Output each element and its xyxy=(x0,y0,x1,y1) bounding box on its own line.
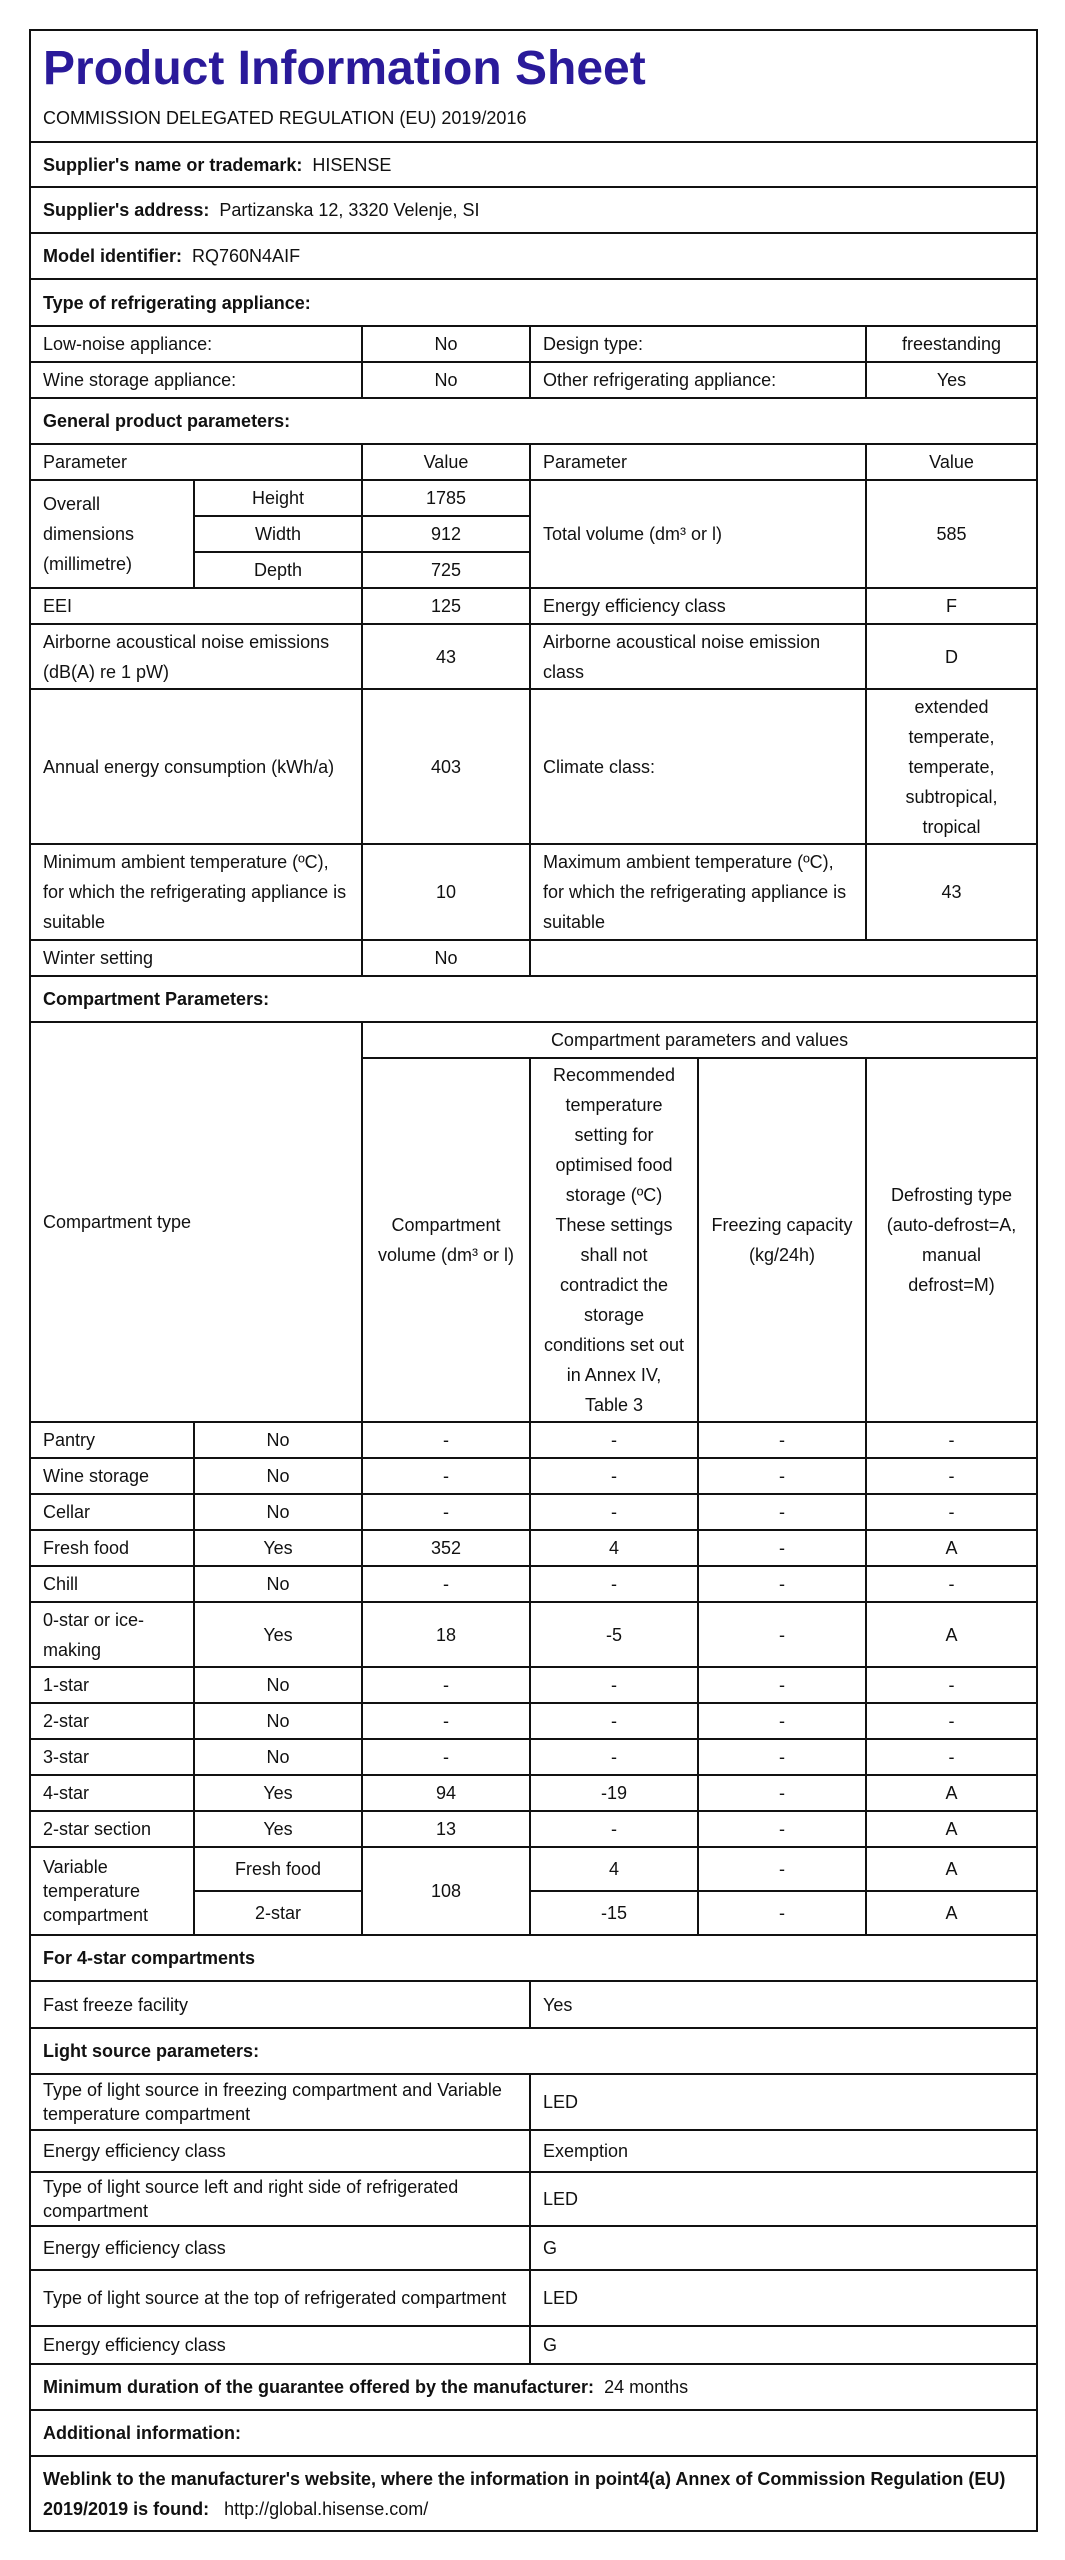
compartment-present: No xyxy=(194,1703,362,1739)
compartment-temp: - xyxy=(530,1811,698,1847)
compartment-name: 2-star xyxy=(30,1703,194,1739)
compartment-temp: - xyxy=(530,1566,698,1602)
compartment-temp: - xyxy=(530,1703,698,1739)
compartment-defrost: - xyxy=(866,1458,1037,1494)
recommended-temp-header: Recommended temperature setting for optimised food storage (ºC) These settings shall not contradict the storage conditions set out in Annex IV, Table 3 xyxy=(530,1058,698,1422)
energy-class-value: F xyxy=(866,588,1037,624)
annual-energy-value: 403 xyxy=(362,689,530,844)
compartment-volume: - xyxy=(362,1422,530,1458)
supplier-address-label: Supplier's address: xyxy=(43,200,210,220)
compartment-name: 1-star xyxy=(30,1667,194,1703)
compartment-name: Pantry xyxy=(30,1422,194,1458)
general-col-value-2: Value xyxy=(866,444,1037,480)
compartment-volume: 352 xyxy=(362,1530,530,1566)
guarantee-row xyxy=(30,2364,1037,2410)
compartment-temp: - xyxy=(530,1667,698,1703)
variable-sub-freezing: - xyxy=(698,1891,866,1935)
compartment-name: 2-star section xyxy=(30,1811,194,1847)
compartment-volume: 94 xyxy=(362,1775,530,1811)
annual-energy-label: Annual energy consumption (kWh/a) xyxy=(30,689,362,844)
height-value: 1785 xyxy=(362,480,530,516)
compartment-defrost: A xyxy=(866,1775,1037,1811)
table-row xyxy=(30,1667,1037,1703)
table-row xyxy=(30,1739,1037,1775)
weblink-label: Weblink to the manufacturer's website, where the information in point4(a) Annex of Commission Regulation (EU) 2019/2019 is found: xyxy=(43,2468,1006,2519)
supplier-address-value: Partizanska 12, 3320 Velenje, SI xyxy=(219,200,480,220)
compartment-present: No xyxy=(194,1566,362,1602)
min-temp-label: Minimum ambient temperature (ºC), for which the refrigerating appliance is suitable xyxy=(30,844,362,940)
total-volume-value: 585 xyxy=(866,480,1037,588)
light-freezing-class-label: Energy efficiency class xyxy=(30,2130,530,2172)
compartment-defrost: A xyxy=(866,1811,1037,1847)
variable-sub-name: 2-star xyxy=(194,1891,362,1935)
table-row xyxy=(30,1847,1037,1891)
light-side-type-label: Type of light source left and right side of refrigerated compartment xyxy=(30,2172,530,2226)
compartment-defrost: - xyxy=(866,1667,1037,1703)
supplier-name-value: HISENSE xyxy=(312,154,392,175)
compartment-defrost: A xyxy=(866,1602,1037,1667)
compartment-name: Chill xyxy=(30,1566,194,1602)
winter-setting-value: No xyxy=(362,940,530,976)
compartment-freezing: - xyxy=(698,1422,866,1458)
compartment-temp: -19 xyxy=(530,1775,698,1811)
compartment-freezing: - xyxy=(698,1602,866,1667)
light-side-type-value: LED xyxy=(530,2172,1037,2226)
compartment-group-header: Compartment parameters and values xyxy=(362,1022,1037,1058)
width-label: Width xyxy=(194,516,362,552)
light-freezing-type-label: Type of light source in freezing compartment and Variable temperature compartment xyxy=(30,2074,530,2130)
noise-class-value: D xyxy=(866,624,1037,689)
compartment-volume: - xyxy=(362,1566,530,1602)
compartment-defrost: - xyxy=(866,1739,1037,1775)
other-appliance-label: Other refrigerating appliance: xyxy=(530,362,866,398)
compartment-name: 4-star xyxy=(30,1775,194,1811)
total-volume-label: Total volume (dm³ or l) xyxy=(530,480,866,588)
light-top-type-value: LED xyxy=(530,2270,1037,2326)
variable-sub-name: Fresh food xyxy=(194,1847,362,1891)
light-side-class-label: Energy efficiency class xyxy=(30,2226,530,2270)
compartment-present: No xyxy=(194,1667,362,1703)
low-noise-value: No xyxy=(362,326,530,362)
model-identifier-value: RQ760N4AIF xyxy=(192,246,301,266)
climate-class-value: extended temperate, temperate, subtropical, tropical xyxy=(866,689,1037,844)
noise-emissions-label: Airborne acoustical noise emissions (dB(A) re 1 pW) xyxy=(30,624,362,689)
table-row xyxy=(30,1422,1037,1458)
variable-compartment-volume: 108 xyxy=(362,1847,530,1935)
compartment-defrost: - xyxy=(866,1494,1037,1530)
light-top-class-value: G xyxy=(530,2326,1037,2364)
general-col-parameter: Parameter xyxy=(30,444,362,480)
compartment-defrost: - xyxy=(866,1566,1037,1602)
product-information-sheet xyxy=(29,29,1036,2532)
table-row xyxy=(30,1811,1037,1847)
energy-class-label: Energy efficiency class xyxy=(530,588,866,624)
additional-info-label: Additional information: xyxy=(30,2410,1037,2456)
winter-setting-label: Winter setting xyxy=(30,940,362,976)
general-section-title: General product parameters: xyxy=(30,398,1037,444)
light-freezing-type-value: LED xyxy=(530,2074,1037,2130)
light-side-class-value: G xyxy=(530,2226,1037,2270)
depth-value: 725 xyxy=(362,552,530,588)
compartment-temp: - xyxy=(530,1494,698,1530)
compartment-section-title: Compartment Parameters: xyxy=(30,976,1037,1022)
max-temp-label: Maximum ambient temperature (ºC), for which the refrigerating appliance is suitable xyxy=(530,844,866,940)
design-type-label: Design type: xyxy=(530,326,866,362)
compartment-temp: - xyxy=(530,1458,698,1494)
table-row xyxy=(30,1703,1037,1739)
compartment-type-header: Compartment type xyxy=(30,1022,362,1422)
light-freezing-class-value: Exemption xyxy=(530,2130,1037,2172)
compartment-freezing: - xyxy=(698,1566,866,1602)
low-noise-label: Low-noise appliance: xyxy=(30,326,362,362)
climate-class-label: Climate class: xyxy=(530,689,866,844)
compartment-freezing: - xyxy=(698,1530,866,1566)
compartment-name: Cellar xyxy=(30,1494,194,1530)
compartment-freezing: - xyxy=(698,1703,866,1739)
compartment-present: No xyxy=(194,1739,362,1775)
variable-sub-temp: -15 xyxy=(530,1891,698,1935)
supplier-name-row xyxy=(30,142,1037,187)
table-row xyxy=(30,1494,1037,1530)
height-label: Height xyxy=(194,480,362,516)
compartment-present: No xyxy=(194,1494,362,1530)
compartment-name: Wine storage xyxy=(30,1458,194,1494)
regulation-reference: COMMISSION DELEGATED REGULATION (EU) 2019/2016 xyxy=(43,108,527,128)
page-title: Product Information Sheet xyxy=(43,42,646,95)
depth-label: Depth xyxy=(194,552,362,588)
compartment-present: Yes xyxy=(194,1811,362,1847)
compartment-present: Yes xyxy=(194,1775,362,1811)
wine-storage-value: No xyxy=(362,362,530,398)
compartment-freezing: - xyxy=(698,1775,866,1811)
compartment-freezing: - xyxy=(698,1739,866,1775)
compartment-volume: 13 xyxy=(362,1811,530,1847)
compartment-present: Yes xyxy=(194,1530,362,1566)
variable-sub-freezing: - xyxy=(698,1847,866,1891)
dimensions-label: Overall dimensions (millimetre) xyxy=(30,480,194,588)
freezing-capacity-header: Freezing capacity (kg/24h) xyxy=(698,1058,866,1422)
compartment-volume: - xyxy=(362,1494,530,1530)
compartment-present: No xyxy=(194,1422,362,1458)
compartment-defrost: - xyxy=(866,1703,1037,1739)
model-identifier-label: Model identifier: xyxy=(43,246,182,266)
compartment-volume-header: Compartment volume (dm³ or l) xyxy=(362,1058,530,1422)
noise-emissions-value: 43 xyxy=(362,624,530,689)
compartment-volume: - xyxy=(362,1667,530,1703)
wine-storage-label: Wine storage appliance: xyxy=(30,362,362,398)
variable-sub-temp: 4 xyxy=(530,1847,698,1891)
compartment-volume: 18 xyxy=(362,1602,530,1667)
type-section-title: Type of refrigerating appliance: xyxy=(30,279,1037,326)
compartment-defrost: A xyxy=(866,1530,1037,1566)
general-col-parameter-2: Parameter xyxy=(530,444,866,480)
guarantee-label: Minimum duration of the guarantee offered by the manufacturer: xyxy=(43,2377,595,2397)
guarantee-value: 24 months xyxy=(604,2377,689,2397)
winter-setting-empty xyxy=(530,940,1037,976)
compartment-temp: 4 xyxy=(530,1530,698,1566)
compartment-name: 0-star or ice-making xyxy=(30,1602,194,1667)
weblink-row xyxy=(30,2456,1037,2531)
min-temp-value: 10 xyxy=(362,844,530,940)
compartment-present: Yes xyxy=(194,1602,362,1667)
variable-sub-defrost: A xyxy=(866,1847,1037,1891)
light-top-type-label: Type of light source at the top of refrigerated compartment xyxy=(30,2270,530,2326)
max-temp-value: 43 xyxy=(866,844,1037,940)
compartment-freezing: - xyxy=(698,1458,866,1494)
weblink-value[interactable]: http://global.hisense.com/ xyxy=(224,2498,429,2519)
table-row xyxy=(30,1602,1037,1667)
table-row xyxy=(30,1458,1037,1494)
variable-sub-defrost: A xyxy=(866,1891,1037,1935)
compartment-temp: - xyxy=(530,1739,698,1775)
compartment-freezing: - xyxy=(698,1494,866,1530)
variable-compartment-name: Variable temperature compartment xyxy=(30,1847,194,1935)
light-section-title: Light source parameters: xyxy=(30,2028,1037,2074)
compartment-freezing: - xyxy=(698,1667,866,1703)
eei-value: 125 xyxy=(362,588,530,624)
compartment-freezing: - xyxy=(698,1811,866,1847)
compartment-temp: - xyxy=(530,1422,698,1458)
table-row xyxy=(30,1775,1037,1811)
compartment-name: Fresh food xyxy=(30,1530,194,1566)
table-row xyxy=(30,1530,1037,1566)
compartment-defrost: - xyxy=(866,1422,1037,1458)
noise-class-label: Airborne acoustical noise emission class xyxy=(530,624,866,689)
light-top-class-label: Energy efficiency class xyxy=(30,2326,530,2364)
fast-freeze-label: Fast freeze facility xyxy=(30,1981,530,2028)
defrosting-type-header: Defrosting type (auto-defrost=A, manual defrost=M) xyxy=(866,1058,1037,1422)
compartment-present: No xyxy=(194,1458,362,1494)
table-row xyxy=(30,1566,1037,1602)
compartment-volume: - xyxy=(362,1739,530,1775)
general-col-value: Value xyxy=(362,444,530,480)
four-star-title: For 4-star compartments xyxy=(30,1935,1037,1981)
eei-label: EEI xyxy=(30,588,362,624)
compartment-volume: - xyxy=(362,1703,530,1739)
compartment-volume: - xyxy=(362,1458,530,1494)
width-value: 912 xyxy=(362,516,530,552)
model-identifier-row xyxy=(30,233,1037,279)
fast-freeze-value: Yes xyxy=(530,1981,1037,2028)
other-appliance-value: Yes xyxy=(866,362,1037,398)
supplier-name-label: Supplier's name or trademark: xyxy=(43,154,303,175)
design-type-value: freestanding xyxy=(866,326,1037,362)
sheet-table xyxy=(29,29,1038,2532)
compartment-temp: -5 xyxy=(530,1602,698,1667)
sheet-header xyxy=(30,30,1037,142)
compartment-name: 3-star xyxy=(30,1739,194,1775)
supplier-address-row xyxy=(30,187,1037,233)
